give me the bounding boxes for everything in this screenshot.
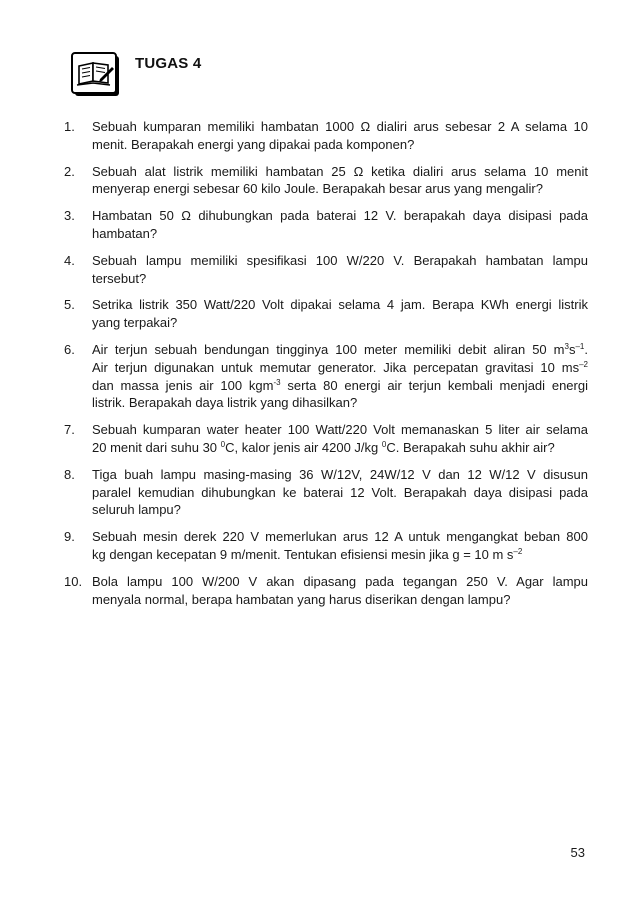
text-segment: listrik. Berapakah daya listrik yang dihasilkan? (92, 395, 358, 411)
question-text-line (92, 573, 588, 591)
question-number: 1. (64, 119, 75, 134)
question-item (64, 207, 588, 243)
page-title: TUGAS 4 (135, 55, 202, 72)
question-text-line (92, 207, 588, 225)
text-segment: tersebut? (92, 270, 147, 286)
text-segment: seluruh lampu? (92, 502, 181, 518)
question-text-line (92, 501, 588, 519)
text-segment: yang terpakai? (92, 315, 178, 331)
question-number: 6. (64, 341, 75, 357)
page-number: 53 (570, 845, 585, 860)
text-segment: Air terjun digunakan untuk memutar generator. Jika percepatan gravitasi 10 ms (92, 359, 580, 375)
text-segment: hambatan? (92, 225, 158, 241)
superscript: -3 (273, 377, 281, 387)
question-text-line (92, 546, 588, 564)
superscript: 3 (564, 341, 569, 351)
question-text-line (92, 118, 588, 136)
question-number: 5. (64, 297, 75, 313)
question-number: 4. (64, 252, 75, 268)
superscript: 0 (220, 439, 226, 449)
question-text-line (92, 466, 588, 484)
question-text-line (92, 314, 588, 332)
text-segment: kg dengan kecepatan 9 m/menit. Tentukan efisiensi mesin jika g = 10 m s (92, 546, 514, 562)
text-segment: Sebuah kumparan memiliki hambatan 1000 Ω dialiri arus sebesar 2 A selama 10 (92, 119, 588, 134)
superscript: –1 (575, 341, 585, 351)
question-item (64, 466, 588, 519)
text-segment: Hambatan 50 Ω dihubungkan pada baterai 12 V. berapakah daya disipasi pada (92, 208, 588, 224)
text-segment: paralel kemudian dihubungkan ke baterai 12 Volt. Berapakah daya disipasi pada (92, 484, 588, 500)
question-item (64, 163, 588, 199)
question-item (64, 296, 588, 332)
question-text-line (92, 270, 588, 288)
text-segment: 20 menit dari suhu 30 (92, 439, 221, 455)
text-segment: menyala normal, berapa hambatan yang harus diserikan dengan lampu? (92, 591, 511, 607)
question-text-line (92, 359, 588, 377)
text-segment: menit. Berapakah energi yang dipakai pada komponen? (92, 136, 415, 152)
question-number: 8. (64, 466, 75, 482)
question-item (64, 573, 588, 609)
question-item (64, 252, 588, 288)
question-text-line (92, 180, 588, 198)
text-segment: Sebuah lampu memiliki spesifikasi 100 W/220 V. Berapakah hambatan lampu (92, 252, 588, 268)
question-text-line (92, 591, 588, 609)
superscript: 0 (381, 439, 387, 449)
question-item (64, 421, 588, 457)
question-item (64, 118, 588, 154)
question-text-line (92, 484, 588, 502)
question-item (64, 341, 588, 412)
superscript: –2 (513, 546, 523, 556)
question-text-line (92, 296, 588, 314)
question-number: 9. (64, 529, 75, 545)
question-number: 3. (64, 208, 75, 224)
question-text-line (92, 225, 588, 243)
question-text-line (92, 528, 588, 546)
question-text-line (92, 439, 588, 457)
text-segment: Air terjun sebuah bendungan tingginya 100 meter memiliki debit aliran 50 m (92, 341, 565, 357)
question-text-line (92, 252, 588, 270)
question-text-line (92, 377, 588, 395)
text-segment: Sebuah mesin derek 220 V memerlukan arus 12 A untuk mengangkat beban 800 (92, 529, 588, 545)
text-segment: Bola lampu 100 W/200 V akan dipasang pada tegangan 250 V. Agar lampu (92, 573, 588, 589)
text-segment: menyerap energi sebesar 60 kilo Joule. Berapakah besar arus yang mengalir? (92, 181, 543, 197)
question-number: 2. (64, 163, 75, 179)
question-text-line (92, 394, 588, 412)
question-text-line (92, 136, 588, 154)
text-segment: s (568, 341, 576, 357)
text-segment: Setrika listrik 350 Watt/220 Volt dipakai selama 4 jam. Berapa KWh energi listrik (92, 297, 588, 313)
question-text-line (92, 163, 588, 181)
question-list (64, 118, 588, 617)
superscript: –2 (579, 359, 588, 369)
question-text-line (92, 341, 588, 359)
book-pencil-icon (71, 52, 121, 98)
text-segment: serta 80 energi air terjun kembali menjadi energi (280, 377, 588, 393)
text-segment: dan massa jenis air 100 kgm (92, 377, 274, 393)
question-number: 10. (64, 573, 83, 589)
text-segment: C, kalor jenis air 4200 J/kg (225, 439, 382, 455)
text-segment: C. Berapakah suhu akhir air? (386, 439, 555, 455)
question-number: 7. (64, 422, 75, 438)
text-segment: . (584, 341, 588, 357)
text-segment: Sebuah alat listrik memiliki hambatan 25 Ω ketika dialiri arus selama 10 menit (92, 163, 588, 179)
text-segment: Sebuah kumparan water heater 100 Watt/220 Volt memanaskan 5 liter air selama (92, 422, 588, 438)
task-header (71, 52, 371, 102)
question-text-line (92, 421, 588, 439)
question-item (64, 528, 588, 564)
text-segment: Tiga buah lampu masing-masing 36 W/12V, 24W/12 V dan 12 W/12 V disusun (92, 466, 588, 482)
